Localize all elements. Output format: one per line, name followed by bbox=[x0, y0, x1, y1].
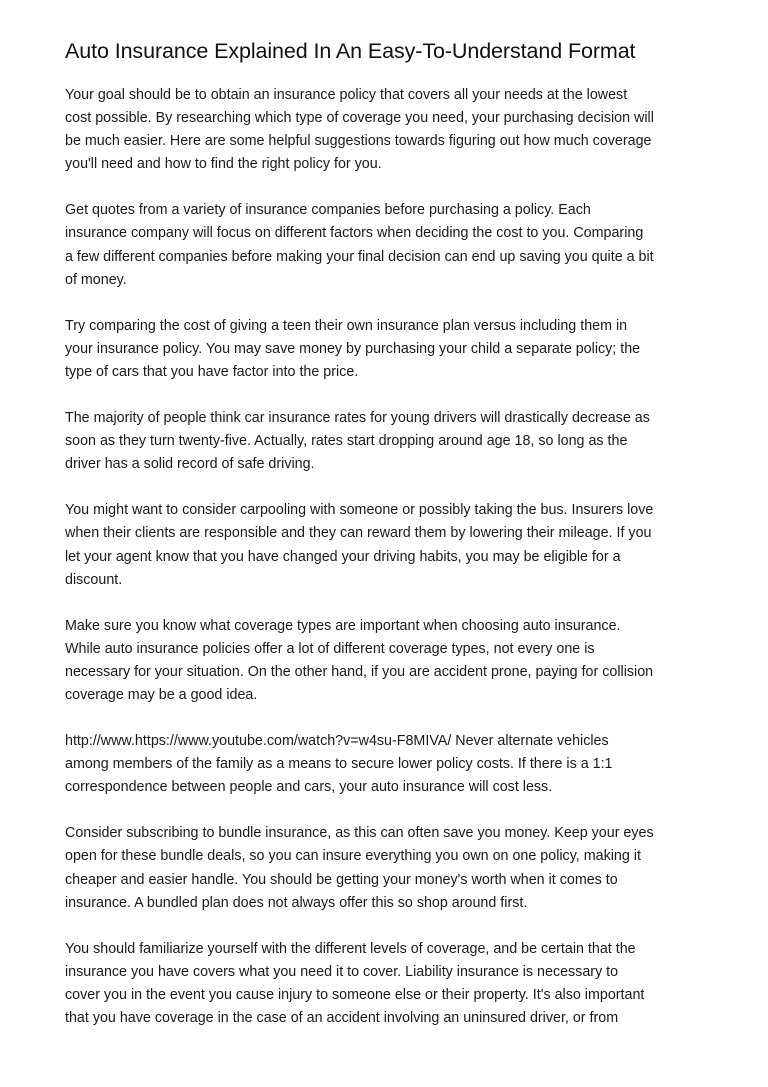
paragraph-get-quotes bbox=[65, 199, 708, 291]
paragraph-get-best-policy bbox=[65, 84, 708, 176]
paragraph-carpooling bbox=[65, 499, 708, 591]
paragraph-bundle-insurance bbox=[65, 822, 708, 914]
text-line: driver has a solid record of safe driving. bbox=[65, 456, 315, 473]
text-line: be much easier. Here are some helpful suggestions towards figuring out how much coverage bbox=[65, 133, 652, 150]
text-line: a few different companies before making your final decision can end up saving you quite a bit bbox=[65, 248, 654, 265]
paragraph-young-drivers bbox=[65, 407, 708, 476]
text-line: You might want to consider carpooling with someone or possibly taking the bus. Insurers love bbox=[65, 502, 654, 519]
text-line: insurance. A bundled plan does not always offer this so shop around first. bbox=[65, 894, 528, 911]
paragraph-teen-plan bbox=[65, 315, 708, 384]
text-line: necessary for your situation. On the other hand, if you are accident prone, paying for collision bbox=[65, 663, 654, 680]
text-line: discount. bbox=[65, 571, 123, 588]
paragraph-alternate-vehicles bbox=[65, 730, 708, 799]
text-line: The majority of people think car insurance rates for young drivers will drastically decrease as bbox=[65, 410, 650, 427]
text-line: of money. bbox=[65, 271, 127, 288]
text-line: Your goal should be to obtain an insurance policy that covers all your needs at the lowest bbox=[65, 87, 628, 103]
text-line: insurance company will focus on different factors when deciding the cost to you. Comparing bbox=[65, 225, 644, 242]
text-line: cost possible. By researching which type of coverage you need, your purchasing decision will bbox=[65, 110, 654, 127]
text-line: soon as they turn twenty-five. Actually, rates start dropping around age 18, so long as the bbox=[65, 433, 628, 450]
text-line: among members of the family as a means to secure lower policy costs. If there is a 1:1 bbox=[65, 756, 613, 773]
text-line: your insurance policy. You may save money by purchasing your child a separate policy; the bbox=[65, 340, 641, 357]
text-line: coverage may be a good idea. bbox=[65, 686, 258, 703]
paragraph-coverage-levels bbox=[65, 938, 708, 1030]
text-line: cheaper and easier handle. You should be getting your money's worth when it comes to bbox=[65, 871, 618, 888]
text-line: cover you in the event you cause injury to someone else or their property. It's also important bbox=[65, 986, 645, 1003]
paragraph-coverage-types bbox=[65, 615, 708, 707]
document-title: Auto Insurance Explained In An Easy-To-Understand Format bbox=[65, 39, 636, 63]
text-line: type of cars that you have factor into the price. bbox=[65, 363, 359, 380]
text-line: You should familiarize yourself with the different levels of coverage, and be certain that the bbox=[65, 940, 636, 957]
text-line: open for these bundle deals, so you can insure everything you own on one policy, making it bbox=[65, 848, 641, 865]
text-line: While auto insurance policies offer a lot of different coverage types, not every one is bbox=[65, 640, 595, 657]
text-line: correspondence between people and cars, your auto insurance will cost less. bbox=[65, 779, 553, 796]
text-line: you'll need and how to find the right policy for you. bbox=[65, 156, 382, 173]
text-line: insurance you have covers what you need it to cover. Liability insurance is necessary to bbox=[65, 963, 619, 980]
document-body bbox=[65, 84, 708, 1030]
text-line: Make sure you know what coverage types are important when choosing auto insurance. bbox=[65, 617, 621, 634]
text-line: Consider subscribing to bundle insurance, as this can often save you money. Keep your eyes bbox=[65, 825, 654, 842]
text-line: Try comparing the cost of giving a teen their own insurance plan versus including them in bbox=[65, 317, 628, 334]
text-line: Get quotes from a variety of insurance companies before purchasing a policy. Each bbox=[65, 202, 591, 219]
text-line: when their clients are responsible and they can reward them by lowering their mileage. If you bbox=[65, 525, 652, 542]
text-line: http://www.https://www.youtube.com/watch?v=w4su-F8MIVA/ Never alternate vehicles bbox=[65, 733, 609, 750]
text-line: that you have coverage in the case of an accident involving an uninsured driver, or from bbox=[65, 1010, 619, 1026]
text-line: let your agent know that you have changed your driving habits, you may be eligible for a bbox=[65, 548, 621, 565]
